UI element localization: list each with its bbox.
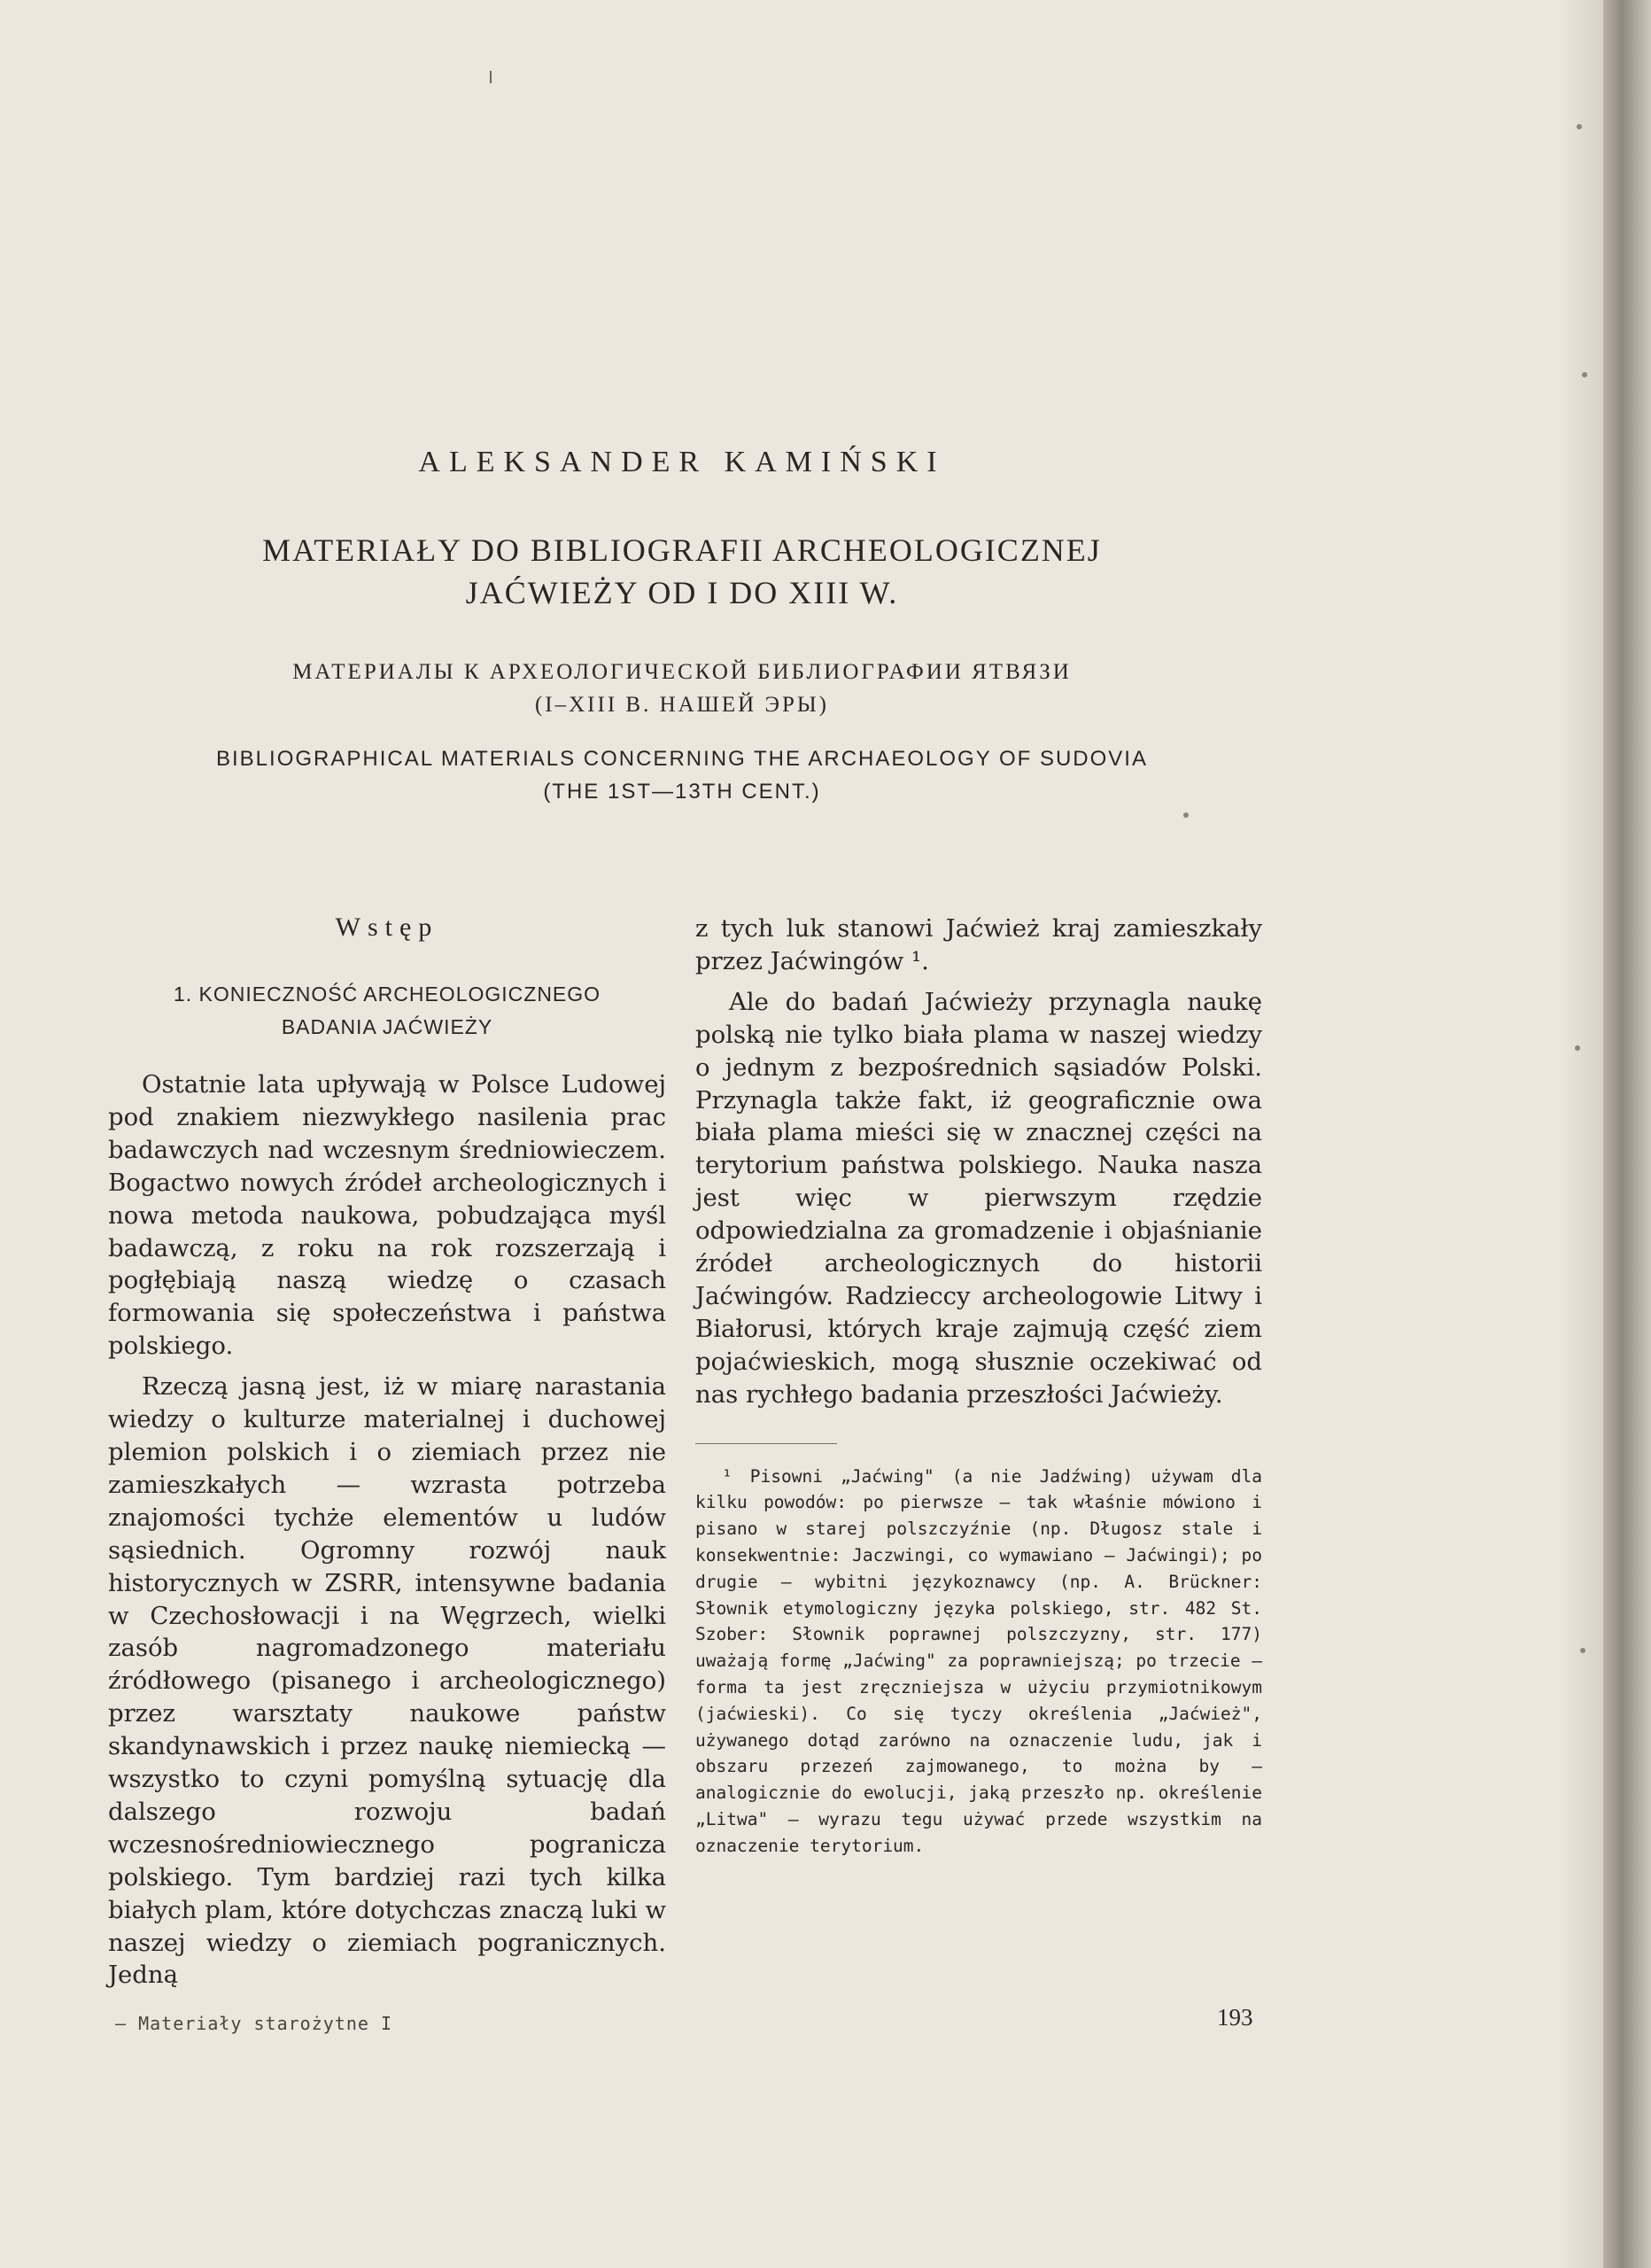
paragraph: Ale do badań Jaćwieży przynagla naukę polską nie tylko biała plama w naszej wiedzy o jednym z bezpośrednich sąsiadów Polski. Przynagla także fakt, iż geograficznie owa biała plama mieści się w znacznej części na terytorium państwa polskiego. Nauka nasza jest więc w pierwszym rzędzie odpowiedzialna za gromadzenie i objaśnianie źródeł archeologicznych do historii Jaćwingów. Radzieccy archeologowie Litwy i Białorusi, których kraje zajmują część ziem pojaćwieskich, mogą słusznie oczekiwać od nas rychłego badania przeszłości Jaćwieży. — [695, 987, 1262, 1409]
footnote: ¹ Pisowni „Jaćwing" (a nie Jadźwing) używam dla kilku powodów: po pierwsze — tak właśnie mówiono i pisano w starej polszczyźnie (np. Długosz stale i konsekwentnie: Jaczwingi, co wymawiano — Jaćwingi); po drugie — wybitni językoznawcy (np. A. Brückner: Słownik etymologiczny języka polskiego, str. 482 St. Szober: Słownik poprawnej polszczyzny, str. 177) uważają formę „Jaćwing" za poprawniejszą; po trzecie — forma ta jest zręczniejsza w użyciu przymiotnikowym (jaćwieski). Co się tyczy określenia „Jaćwież", używanego dotąd zarówno na oznaczenie ludu, jak i obszaru przezeń zajmowanego, to można by — analogicznie do ewolucji, jaką przeszło np. określenie „Litwa" — wyrazu tegu używać przede wszystkim na oznaczenie terytorium. — [695, 1465, 1262, 1856]
print-speck — [1580, 1648, 1585, 1653]
paragraph: Rzeczą jasną jest, iż w miarę narastania wiedzy o kulturze materialnej i duchowej plemion polskich i o ziemiach przez nie zamieszkałych — wzrasta potrzeba znajomości tychże elementów u ludów sąsiednich. Ogromny rozwój nauk historycznych w ZSRR, intensywne badania w Czechosłowacji i na Węgrzech, wielki zasób nagromadzonego materiału źródłowego (pisanego i archeologicznego) przez warsztaty naukowe państw skandynawskich i przez naukę niemiecką — wszystko to czyni pomyślną sytuację dla dalszego rozwoju badań wczesnośredniowiecznego pogranicza polskiego. Tym bardziej razi tych kilka białych plam, które dotychczas znaczą luki w naszej wiedzy o ziemiach pogranicznych. Jedną — [108, 1372, 666, 1990]
print-speck — [1183, 812, 1189, 818]
russian-title-line-1: МАТЕРИАЛЫ К АРХЕОЛОГИЧЕСКОЙ БИБЛИОГРАФИИ ЯТВЯЗИ — [292, 660, 1072, 684]
russian-title-line-2: (I–XIII В. НАШЕЙ ЭРЫ) — [534, 693, 830, 717]
section-heading — [108, 978, 666, 1044]
article-title-line-1: MATERIAŁY DO BIBLIOGRAFII ARCHEOLOGICZNEJ — [262, 532, 1102, 568]
introduction-heading: Wstęp — [335, 913, 439, 942]
article-title-line-2: JAĆWIEŻY OD I DO XIII W. — [465, 575, 899, 610]
print-speck — [1582, 372, 1587, 377]
footnote-divider — [695, 1443, 837, 1444]
page-edge-shadow — [1559, 0, 1603, 2268]
print-speck — [1575, 1045, 1580, 1051]
book-spine — [1603, 0, 1651, 2268]
section-heading-line-2: BADANIA JAĆWIEŻY — [281, 1015, 493, 1038]
section-heading-line-1: 1. KONIECZNOŚĆ ARCHEOLOGICZNEGO — [173, 983, 601, 1006]
author-name: ALEKSANDER KAMIŃSKI — [418, 446, 946, 478]
english-title-line-1: BIBLIOGRAPHICAL MATERIALS CONCERNING THE ARCHAEOLOGY OF SUDOVIA — [216, 747, 1148, 771]
english-title-line-2: (THE 1ST—13TH CENT.) — [543, 780, 821, 804]
paragraph: Ostatnie lata upływają w Polsce Ludowej pod znakiem niezwykłego nasilenia prac badawczych nad wczesnym średniowieczem. Bogactwo nowych źródeł archeologicznych i nowa metoda naukowa, pobudzająca myśl badawczą, z roku na rok rozszerzają i pogłębiają naszą wiedzę o czasach formowania się społeczeństwa i państwa polskiego. — [108, 1070, 666, 1361]
paragraph: z tych luk stanowi Jaćwież kraj zamieszkały przez Jaćwingów ¹. — [695, 914, 1262, 975]
print-speck — [490, 71, 492, 83]
print-speck — [1577, 124, 1582, 129]
left-column — [108, 913, 666, 1992]
right-column — [695, 913, 1262, 1860]
page-number: 193 — [1217, 2004, 1253, 2031]
signature-mark: — Materiały starożytne I — [115, 2013, 392, 2034]
